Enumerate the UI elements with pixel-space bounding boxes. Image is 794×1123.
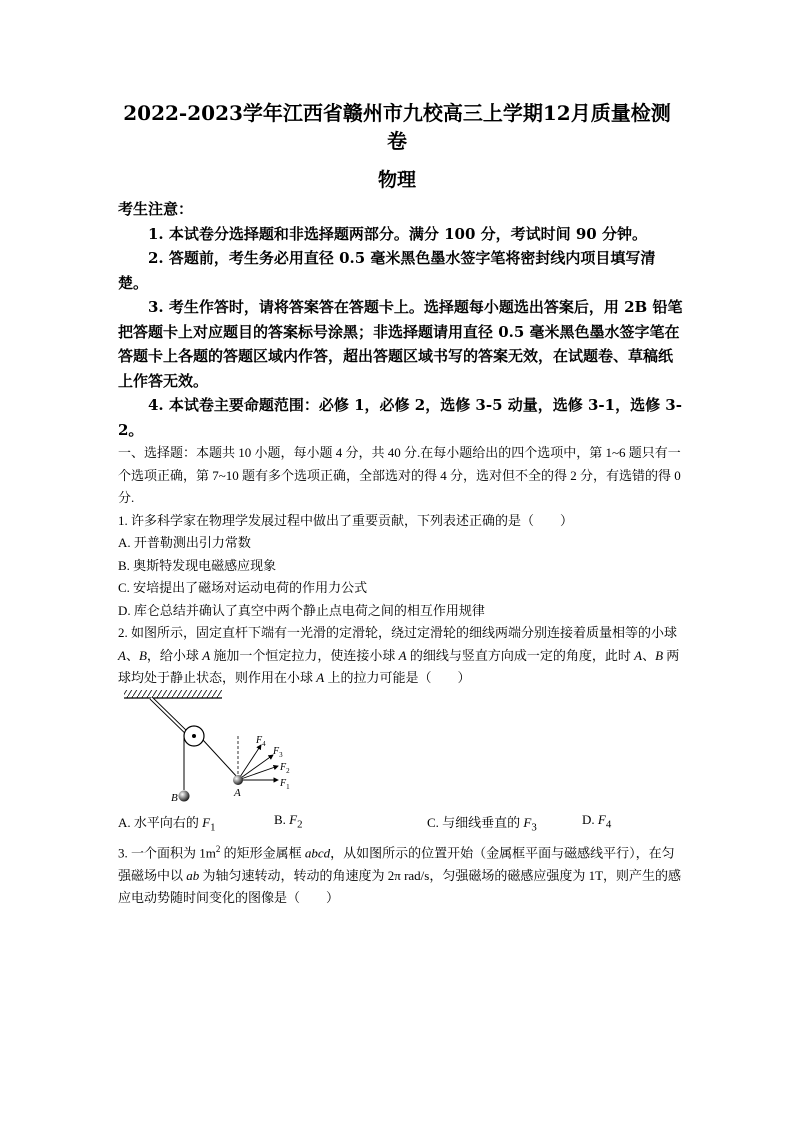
question-1-option-d: D. 库仑总结并确认了真空中两个静止点电荷之间的相互作用规律 [118, 602, 485, 618]
question-2-options [118, 812, 684, 834]
label-ball-b: B [171, 792, 178, 804]
force-arrow-f3 [238, 755, 273, 780]
notice-item-3: 3. 考生作答时，请将答案答在答题卡上。选择题每小题选出答案后，用 2B 铅笔把答题卡上对应题目的答案标号涂黑；非选择题请用直径 0.5 毫米黑色墨水签字笔在答题卡上各题的答题区域内作答，超出答题区域书写的答案无效，在试题卷、草稿纸上作答无效。 [118, 298, 683, 390]
force-arrow-f4 [238, 745, 261, 780]
ball-a [233, 775, 243, 785]
label-f4: $F_4$ [256, 735, 266, 748]
section-1 [118, 442, 684, 690]
ball-b [179, 791, 190, 802]
label-f3: $F_3$ [273, 746, 283, 759]
question-1-option-b: B. 奥斯特发现电磁感应现象 [118, 557, 277, 573]
exam-title [110, 99, 684, 155]
question-1-option-c: C. 安培提出了磁场对运动电荷的作用力公式 [118, 580, 368, 595]
question-2-option-c: C. 与细线垂直的 $F_3$ [427, 815, 537, 834]
notice-item-2: 2. 答题前，考生务必用直径 0.5 毫米黑色墨水签字笔将密封线内项目填写清楚。 [118, 249, 656, 292]
label-f1: $F_1$ [280, 778, 290, 791]
pulley-axle [192, 734, 196, 738]
question-2-stem: 2. 如图所示，固定直杆下端有一光滑的定滑轮，绕过定滑轮的细线两端分别连接着质量相等的小球 A、B，给小球 A 施加一个恒定拉力，使连接小球 A 的细线与竖直方向成一定的角度，此时 A、B 两球均处于静止状态，则作用在小球 A 上的拉力可能是（ ） [118, 625, 680, 685]
string-to-a [203, 740, 238, 778]
notice-block [118, 197, 684, 442]
label-ball-a: A [234, 787, 241, 799]
force-arrow-f2 [238, 766, 278, 780]
subject-title: 物理 [377, 169, 416, 191]
notice-item-1: 1. 本试卷分选择题和非选择题两部分。满分 100 分，考试时间 90 分钟。 [148, 224, 647, 243]
label-f2: $F_2$ [280, 762, 290, 775]
ceiling-hatch [124, 690, 222, 698]
question-2-option-a: A. 水平向右的 $F_1$ [118, 815, 216, 834]
exam-title-line2: 卷 [387, 129, 407, 153]
question-2-option-d: D. $F_4$ [582, 812, 612, 831]
notice-item-4: 4. 本试卷主要命题范围：必修 1，必修 2，选修 3-5 动量，选修 3-1，选修 3-2。 [118, 396, 682, 439]
question-3 [118, 838, 684, 910]
question-1-stem: 1. 许多科学家在物理学发展过程中做出了重要贡献，下列表述正确的是（ ） [118, 512, 574, 528]
notice-heading: 考生注意： [118, 200, 194, 218]
question-2-option-b: B. $F_2$ [274, 812, 303, 831]
section-1-instructions: 一、选择题：本题共 10 小题，每小题 4 分，共 40 分.在每小题给出的四个选项中，第 1~6 题只有一个选项正确，第 7~10 题有多个选项正确，全部选对的得 4 分，选对但不全的得 2 分，有选错的得 0 分. [118, 445, 681, 505]
pulley-diagram [118, 688, 318, 806]
question-1-option-a: A. 开普勒测出引力常数 [118, 535, 251, 550]
exam-title-line1: 2022-2023学年江西省赣州市九校高三上学期12月质量检测 [123, 101, 671, 125]
question-3-stem: 3. 一个面积为 $1m^2$ 的矩形金属框 abcd，从如图所示的位置开始（金属框平面与磁感线平行），在匀强磁场中以 ab 为轴匀速转动，转动的角速度为 2π rad/s，匀强磁场的磁感应强度为 1T，则产生的感应电动势随时间变化的图像是（ ） [118, 844, 682, 906]
